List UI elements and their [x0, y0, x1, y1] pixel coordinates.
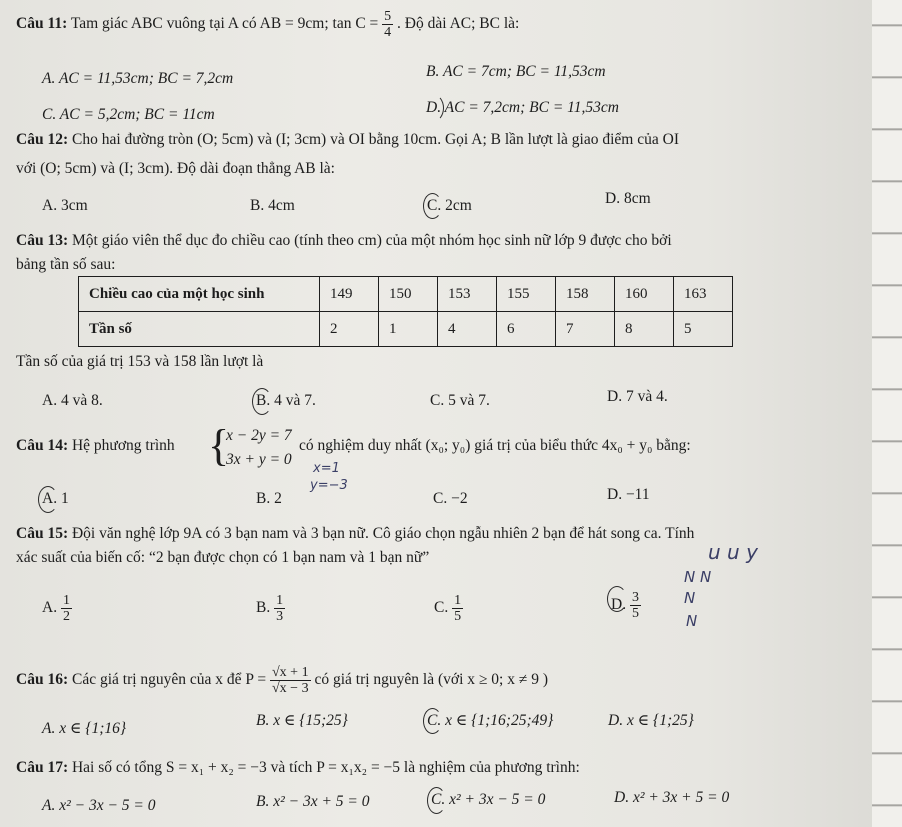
answer-mark-q14 — [38, 486, 58, 513]
q16-option-b[interactable]: B. x ∈ {15;25} — [256, 712, 348, 729]
system-brace: { — [208, 421, 230, 470]
question-16-text: Các giá trị nguyên của x để P = — [71, 671, 267, 689]
question-16-label: Câu 16: — [16, 671, 69, 689]
tan-fraction — [382, 9, 393, 40]
q14-option-b[interactable]: B. 2 — [256, 490, 282, 507]
q16-option-a[interactable]: A. x ∈ {1;16} — [42, 720, 127, 737]
p-fraction — [270, 665, 311, 696]
table-cell: 160 — [615, 277, 674, 312]
question-13-line2: bảng tần số sau: — [16, 256, 116, 273]
fraction-denominator: 4 — [384, 25, 392, 40]
fraction-numerator: √x + 1 — [271, 665, 309, 680]
q14-option-a[interactable]: A. 1 — [42, 490, 69, 507]
question-13-label: Câu 13: — [16, 232, 69, 249]
fraction-numerator: 1 — [62, 593, 70, 608]
fraction-numerator: 3 — [631, 590, 639, 605]
question-15-line1 — [16, 525, 694, 543]
question-14-stem-a — [16, 437, 175, 455]
q13-option-a[interactable]: A. 4 và 8. — [42, 392, 103, 409]
table-header-height: Chiều cao của một học sinh — [79, 277, 320, 312]
table-cell: 2 — [320, 312, 379, 347]
table-cell: 149 — [320, 277, 379, 312]
answer-mark-q15 — [607, 586, 627, 612]
question-17-text: Hai số có tổng S = x₁ + x₂ = −3 và tích P = x₁x₂ = −5 là nghiệm của phương trình: — [71, 759, 580, 776]
table-cell: 158 — [556, 277, 615, 312]
question-15-line2: xác suất của biến cố: “2 bạn được chọn có 1 bạn nam và 1 bạn nữ” — [16, 549, 430, 566]
table-cell: 8 — [615, 312, 674, 347]
question-16-stem — [16, 665, 548, 696]
question-17-label: Câu 17: — [16, 759, 69, 776]
question-13-line1 — [16, 232, 672, 250]
answer-mark-q16 — [423, 708, 442, 734]
question-16-text-end: có giá trị nguyên là (với x ≥ 0; x ≠ 9 ) — [314, 671, 549, 689]
answer-mark-q12 — [423, 193, 442, 219]
q16-option-c[interactable]: C. x ∈ {1;16;25;49} — [427, 712, 554, 729]
question-14-label: Câu 14: — [16, 437, 69, 454]
fraction-numerator: 1 — [276, 593, 284, 608]
question-12-line2: với (O; 5cm) và (I; 3cm). Độ dài đoạn thẳng AB là: — [16, 160, 335, 177]
option-letter: D. — [611, 596, 627, 614]
question-15-label: Câu 15: — [16, 525, 69, 542]
fraction-numerator: 1 — [454, 593, 462, 608]
q14-option-c[interactable]: C. −2 — [433, 490, 468, 507]
question-11-text: Tam giác ABC vuông tại A có AB = 9cm; tan C = — [70, 15, 379, 33]
table-cell: 5 — [674, 312, 733, 347]
question-17-stem — [16, 759, 580, 777]
answer-mark-q13 — [252, 388, 272, 415]
fraction-denominator: 5 — [631, 606, 639, 621]
question-11-text-end: . Độ dài AC; BC là: — [397, 15, 520, 33]
table-cell: 7 — [556, 312, 615, 347]
equation-1: x − 2y = 7 — [226, 427, 292, 444]
q15-option-a[interactable] — [42, 593, 72, 624]
option-fraction — [452, 593, 463, 624]
q15-option-b[interactable] — [256, 593, 285, 624]
frequency-table — [78, 276, 733, 347]
fraction-denominator: 2 — [62, 609, 70, 624]
q16-option-d[interactable]: D. x ∈ {1;25} — [608, 712, 694, 729]
answer-mark-q17 — [427, 787, 446, 814]
fraction-denominator: √x − 3 — [271, 681, 309, 696]
q17-option-d[interactable]: D. x² + 3x + 5 = 0 — [614, 789, 730, 806]
q12-option-b[interactable]: B. 4cm — [250, 197, 295, 214]
table-row — [79, 277, 733, 312]
q12-option-d[interactable]: D. 8cm — [605, 190, 651, 207]
handwritten-note: N N — [684, 568, 712, 586]
handwritten-note: N — [686, 612, 698, 630]
option-letter: C. — [434, 599, 449, 617]
q11-option-a[interactable]: A. AC = 11,53cm; BC = 7,2cm — [42, 70, 234, 87]
question-12-label: Câu 12: — [16, 131, 69, 148]
fraction-denominator: 3 — [276, 609, 284, 624]
table-cell: 4 — [438, 312, 497, 347]
q11-option-c[interactable]: C. AC = 5,2cm; BC = 11cm — [42, 106, 215, 123]
q17-option-a[interactable]: A. x² − 3x − 5 = 0 — [42, 797, 156, 814]
q12-option-a[interactable]: A. 3cm — [42, 197, 88, 214]
option-fraction — [274, 593, 285, 624]
q13-option-d[interactable]: D. 7 và 4. — [607, 388, 668, 405]
q17-option-b[interactable]: B. x² − 3x + 5 = 0 — [256, 793, 370, 810]
question-11-stem — [16, 9, 519, 40]
table-header-frequency: Tần số — [79, 312, 320, 347]
table-cell: 1 — [379, 312, 438, 347]
table-cell: 6 — [497, 312, 556, 347]
question-14-text: Hệ phương trình — [71, 437, 175, 454]
q11-option-d[interactable]: D. AC = 7,2cm; BC = 11,53cm — [426, 99, 619, 116]
question-13-ask: Tần số của giá trị 153 và 158 lần lượt là — [16, 353, 264, 370]
page-edge — [872, 0, 902, 827]
table-row — [79, 312, 733, 347]
q17-option-c[interactable]: C. x² + 3x − 5 = 0 — [431, 791, 546, 808]
handwritten-note: N — [684, 589, 696, 607]
fraction-numerator: 5 — [384, 9, 392, 24]
q12-option-c[interactable]: C. 2cm — [427, 197, 472, 214]
question-12-text: Cho hai đường tròn (O; 5cm) và (I; 3cm) và OI bằng 10cm. Gọi A; B lần lượt là giao điểm của OI — [71, 131, 679, 148]
question-14-text-end: có nghiệm duy nhất (x₀; y₀) giá trị của biểu thức 4x₀ + y₀ bằng: — [299, 437, 691, 454]
option-letter: A. — [42, 599, 58, 617]
answer-mark-q11 — [422, 94, 444, 122]
question-12-line1 — [16, 131, 679, 149]
question-11-label: Câu 11: — [16, 15, 68, 33]
q13-option-b[interactable]: B. 4 và 7. — [256, 392, 316, 409]
table-cell: 153 — [438, 277, 497, 312]
handwritten-note: y=−3 — [310, 478, 348, 493]
question-15-text: Đội văn nghệ lớp 9A có 3 bạn nam và 3 bạn nữ. Cô giáo chọn ngẫu nhiên 2 bạn để hát song ca. Tính — [71, 525, 695, 542]
table-cell: 163 — [674, 277, 733, 312]
q14-option-d[interactable]: D. −11 — [607, 486, 650, 503]
option-letter: B. — [256, 599, 271, 617]
handwritten-note: x=1 — [313, 461, 340, 476]
question-13-text: Một giáo viên thể dục đo chiều cao (tính theo cm) của một nhóm học sinh nữ lớp 9 được cho bởi — [71, 232, 672, 249]
q15-option-c[interactable] — [434, 593, 463, 624]
fraction-denominator: 5 — [454, 609, 462, 624]
handwritten-note: u u y — [708, 540, 758, 564]
option-fraction — [630, 590, 641, 621]
table-cell: 155 — [497, 277, 556, 312]
table-cell: 150 — [379, 277, 438, 312]
q11-option-b[interactable]: B. AC = 7cm; BC = 11,53cm — [426, 63, 606, 80]
option-fraction — [61, 593, 72, 624]
q13-option-c[interactable]: C. 5 và 7. — [430, 392, 490, 409]
equation-2: 3x + y = 0 — [226, 451, 292, 468]
